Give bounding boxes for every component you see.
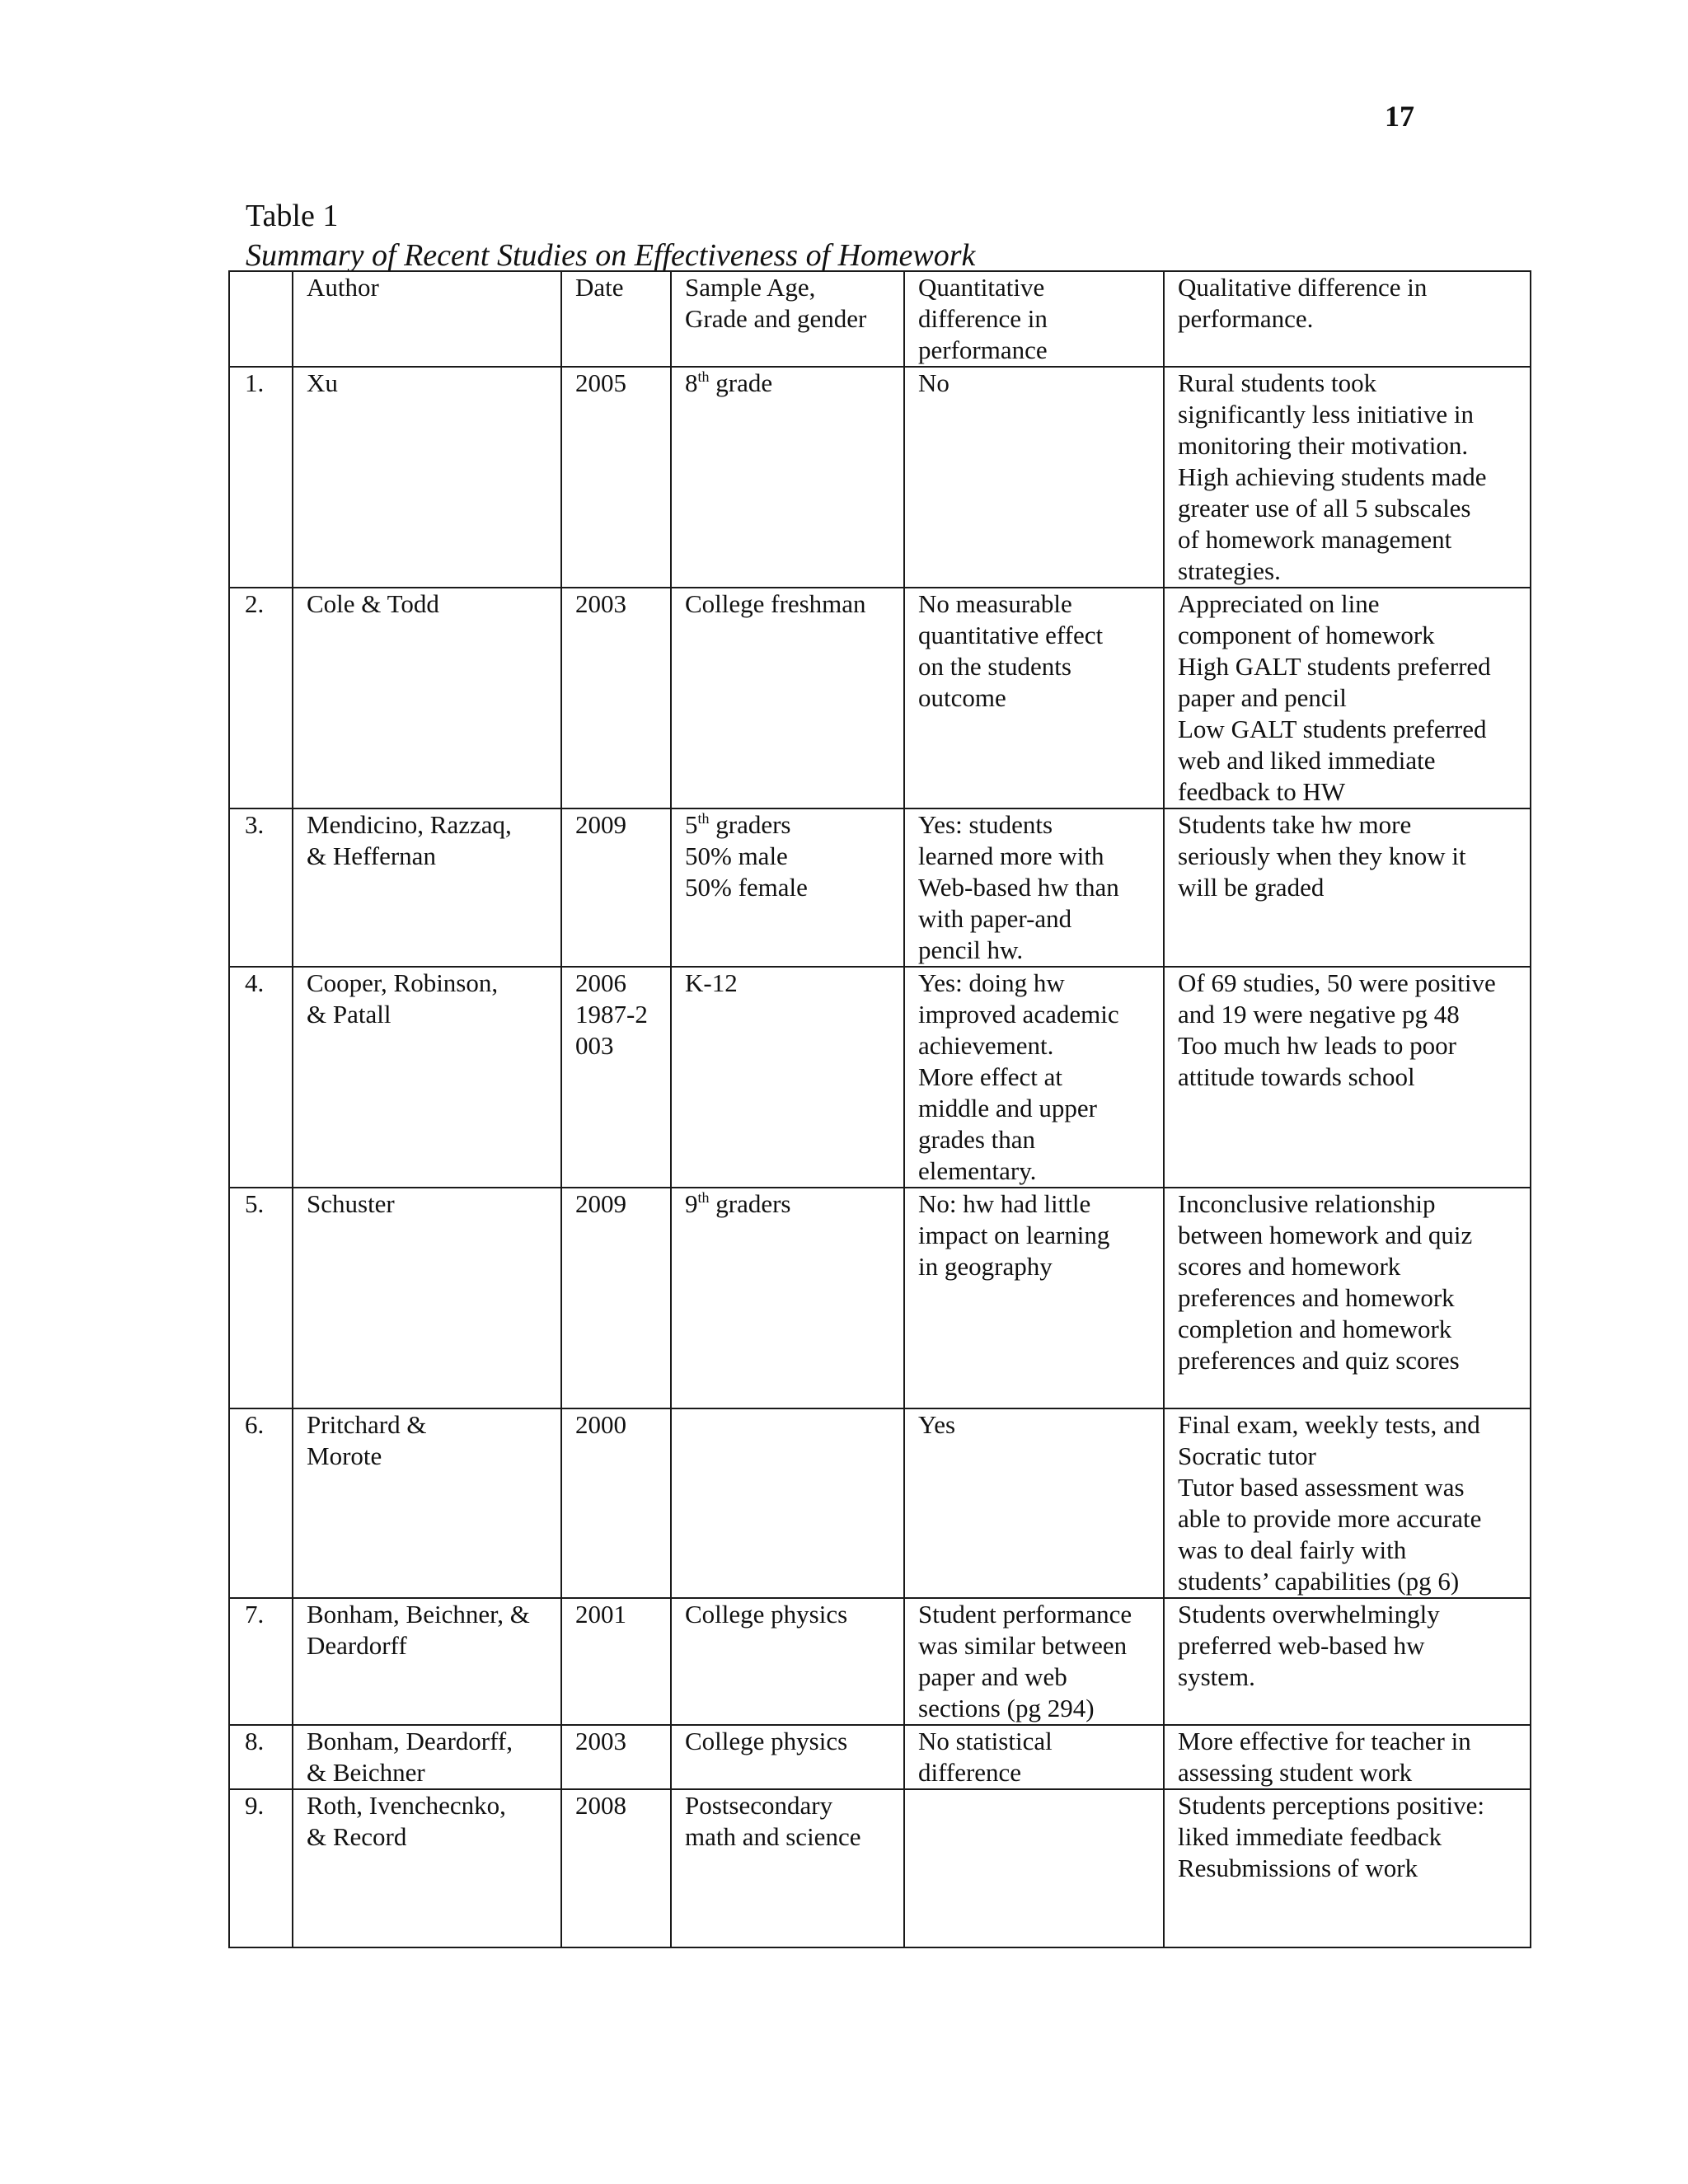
table-caption [246,196,975,275]
row-qualitative: Students perceptions positive: liked immediate feedback Resubmissions of work [1164,1789,1531,1947]
header-date: Date [561,271,671,367]
row-author: Cole & Todd [293,588,561,808]
row-date: 2000 [561,1408,671,1598]
row-date: 2009 [561,1188,671,1408]
row-sample [671,1408,904,1598]
row-author: Cooper, Robinson, & Patall [293,967,561,1188]
row-author: Bonham, Beichner, & Deardorff [293,1598,561,1725]
sample-text: College physics [685,1600,848,1629]
row-quantitative: Yes: students learned more with Web-based hw than with paper-and pencil hw. [904,808,1164,967]
row-number: 3. [229,808,293,967]
row-author: Roth, Ivenchecnko, & Record [293,1789,561,1947]
row-qualitative: Final exam, weekly tests, and Socratic tutor Tutor based assessment was able to provide more accurate was to deal fairly with students’ capabilities (pg 6) [1164,1408,1531,1598]
table-row [229,1725,1531,1789]
sample-text-rest: graders 50% male 50% female [685,810,808,902]
header-quantitative: Quantitative difference in performance [904,271,1164,367]
row-qualitative: Appreciated on line component of homework High GALT students preferred paper and pencil Low GALT students preferred web and liked immediate feedback to HW [1164,588,1531,808]
table-row [229,588,1531,808]
row-quantitative: No [904,367,1164,588]
row-qualitative: Rural students took significantly less initiative in monitoring their motivation. High achieving students made greater use of all 5 subscales of homework management strategies. [1164,367,1531,588]
header-sample: Sample Age, Grade and gender [671,271,904,367]
row-date: 2009 [561,808,671,967]
table-row [229,1789,1531,1947]
sample-text: College physics [685,1727,848,1755]
row-number: 7. [229,1598,293,1725]
row-author: Bonham, Deardorff, & Beichner [293,1725,561,1789]
sample-text-rest: grade [709,368,773,397]
row-sample [671,967,904,1188]
row-sample [671,808,904,967]
row-qualitative: Students overwhelmingly preferred web-based hw system. [1164,1598,1531,1725]
sample-text: 9 [685,1189,698,1218]
row-sample [671,1789,904,1947]
sample-text: K-12 [685,968,738,997]
row-qualitative: Of 69 studies, 50 were positive and 19 were negative pg 48 Too much hw leads to poor attitude towards school [1164,967,1531,1188]
row-qualitative: Inconclusive relationship between homework and quiz scores and homework preferences and homework completion and homework preferences and quiz scores [1164,1188,1531,1408]
row-number: 2. [229,588,293,808]
row-author: Mendicino, Razzaq, & Heffernan [293,808,561,967]
row-date: 2008 [561,1789,671,1947]
row-quantitative: No statistical difference [904,1725,1164,1789]
row-number: 5. [229,1188,293,1408]
header-author: Author [293,271,561,367]
row-author: Schuster [293,1188,561,1408]
sample-text: 8 [685,368,698,397]
row-date: 2003 [561,588,671,808]
row-number: 9. [229,1789,293,1947]
row-number: 6. [229,1408,293,1598]
row-sample [671,1188,904,1408]
header-qualitative: Qualitative difference in performance. [1164,271,1531,367]
sample-text: Postsecondary math and science [685,1791,861,1851]
sample-text-rest: graders [709,1189,791,1218]
row-qualitative: More effective for teacher in assessing student work [1164,1725,1531,1789]
table-row [229,1188,1531,1408]
table-row [229,967,1531,1188]
row-date: 2006 1987-2 003 [561,967,671,1188]
table-header-row [229,271,1531,367]
table-row [229,1408,1531,1598]
row-sample [671,367,904,588]
row-sample [671,1598,904,1725]
row-number: 4. [229,967,293,1188]
table-row [229,808,1531,967]
row-number: 1. [229,367,293,588]
studies-table [228,270,1531,1948]
row-author: Pritchard & Morote [293,1408,561,1598]
row-sample [671,1725,904,1789]
row-qualitative: Students take hw more seriously when they know it will be graded [1164,808,1531,967]
header-num [229,271,293,367]
sample-text: 5 [685,810,698,839]
row-date: 2005 [561,367,671,588]
row-quantitative: Yes [904,1408,1164,1598]
row-date: 2001 [561,1598,671,1725]
ordinal-suffix: th [697,368,710,385]
table-title: Summary of Recent Studies on Effectiveness of Homework [246,238,976,273]
ordinal-suffix: th [697,810,710,827]
ordinal-suffix: th [697,1189,710,1206]
row-quantitative: Yes: doing hw improved academic achievement. More effect at middle and upper grades than elementary. [904,967,1164,1188]
page-number: 17 [1385,100,1414,133]
table-row [229,1598,1531,1725]
row-number: 8. [229,1725,293,1789]
table-row [229,367,1531,588]
row-quantitative: No: hw had little impact on learning in geography [904,1188,1164,1408]
row-date: 2003 [561,1725,671,1789]
sample-text: College freshman [685,589,866,618]
row-author: Xu [293,367,561,588]
row-quantitative [904,1789,1164,1947]
table-label: Table 1 [246,199,339,233]
row-quantitative: No measurable quantitative effect on the students outcome [904,588,1164,808]
row-quantitative: Student performance was similar between paper and web sections (pg 294) [904,1598,1164,1725]
row-sample [671,588,904,808]
